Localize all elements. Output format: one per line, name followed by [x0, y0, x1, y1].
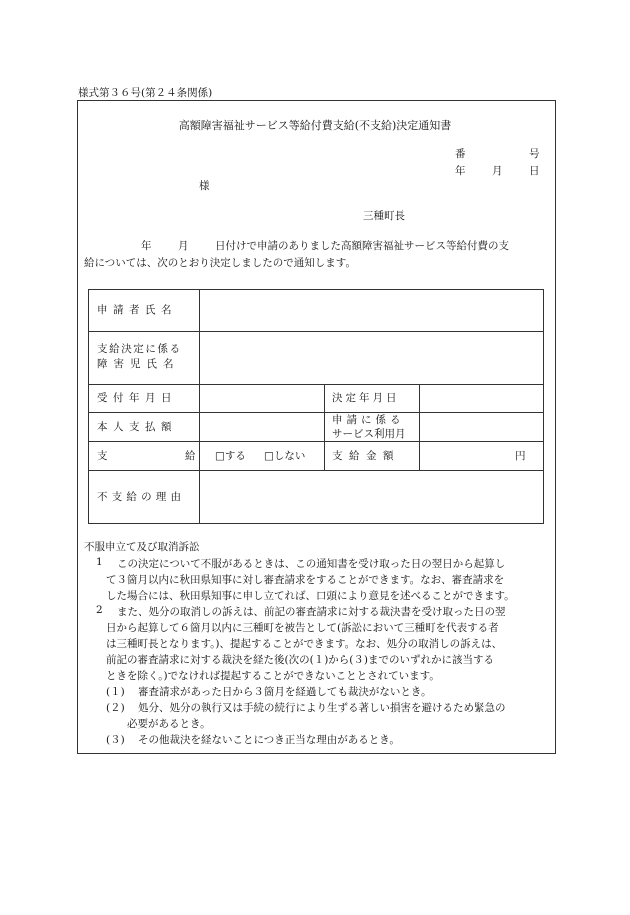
child-name-label-line2: 障害児氏名 — [97, 358, 180, 370]
intro-line-2: 給については、次のとおり決定しましたので通知します。 — [84, 257, 356, 269]
sub-3-text: その他裁決を経ないことにつき正当な理由があるとき。 — [138, 734, 400, 746]
service-month-label-line1: 申請に係る — [332, 414, 405, 426]
notes-heading: 不服申立て及び取消訴訟 — [84, 541, 200, 553]
service-month-label-line2: サービス利用月 — [332, 428, 406, 440]
payment-amount-label: 支給金額 — [332, 450, 400, 462]
child-name-field[interactable] — [201, 333, 541, 383]
payment-label-kyu: 給 — [185, 450, 196, 462]
note-2-line-1: また、処分の取消しの訴えは、前記の審査請求に対する裁決書を受け取った日の翌 — [117, 606, 506, 618]
note-2-number: 2 — [96, 604, 103, 616]
decision-table — [88, 289, 544, 524]
decision-date-label: 決定年月日 — [332, 392, 400, 404]
self-payment-field[interactable] — [201, 414, 322, 440]
sub-2-line-2: 必要があるとき。 — [127, 718, 211, 730]
note-2-line-5: ときを除く。)でなければ提起することができないこととされています。 — [106, 670, 440, 682]
intro-month-label: 月 — [178, 240, 189, 252]
child-name-label-line1: 支給決定に係る — [97, 343, 182, 355]
note-1-number: 1 — [96, 556, 103, 568]
form-number-label: 様式第３６号(第２４条関係) — [78, 87, 213, 99]
decision-date-field[interactable] — [421, 386, 541, 411]
number-label-go: 号 — [529, 148, 540, 160]
note-2-line-4: 前記の審査請求に対する裁決を経た後(次の(１)から(３)までのいずれかに該当する — [106, 654, 494, 666]
note-1-line-1: この決定について不服があるときは、この通知書を受け取った日の翌日から起算し — [117, 558, 506, 570]
payment-no-checkbox[interactable]: □しない — [264, 450, 306, 462]
date-label-month: 月 — [492, 165, 503, 177]
sub-2-number: (２) — [106, 702, 125, 714]
issuer-name: 三種町長 — [363, 210, 405, 222]
note-1-line-2: て３箇月以内に秋田県知事に対し審査請求をすることができます。なお、審査請求を — [106, 574, 505, 586]
note-1-line-3: した場合には、秋田県知事に申し立てれば、口頭により意見を述べることができます。 — [106, 590, 515, 602]
payment-yes-checkbox[interactable]: □する — [215, 450, 246, 462]
service-month-field[interactable] — [421, 414, 541, 440]
received-date-label: 受付年月日 — [97, 392, 177, 404]
number-label-ban: 番 — [455, 148, 466, 160]
applicant-name-label: 申請者氏名 — [97, 304, 177, 316]
sub-1-number: (１) — [106, 686, 125, 698]
applicant-name-field[interactable] — [201, 291, 541, 329]
non-payment-reason-label: 不支給の理由 — [97, 491, 186, 503]
date-label-year: 年 — [455, 165, 466, 177]
document-title: 高額障害福祉サービス等給付費支給(不支給)決定通知書 — [178, 119, 452, 132]
sub-3-number: (３) — [106, 734, 125, 746]
date-label-day: 日 — [529, 165, 540, 177]
payment-label-shi: 支 — [97, 450, 108, 462]
received-date-field[interactable] — [201, 386, 322, 411]
sub-1-text: 審査請求があった日から３箇月を経過しても裁決がないとき。 — [138, 686, 432, 698]
intro-line-1: 日付けで申請のありました高額障害福祉サービス等給付費の支 — [215, 240, 509, 252]
intro-year-label: 年 — [141, 240, 152, 252]
self-payment-label: 本人支払額 — [97, 421, 177, 433]
recipient-honorific: 様 — [199, 180, 210, 192]
sub-2-line-1: 処分、処分の執行又は手続の続行により生ずる著しい損害を避けるため緊急の — [138, 702, 506, 714]
note-2-line-3: は三種町長となります。)、提起することができます。なお、処分の取消しの訴えは、 — [106, 638, 503, 650]
note-2-line-2: 日から起算して６箇月以内に三種町を被告として(訴訟において三種町を代表する者 — [106, 622, 499, 634]
non-payment-reason-field[interactable] — [201, 472, 541, 521]
yen-unit: 円 — [515, 450, 526, 462]
